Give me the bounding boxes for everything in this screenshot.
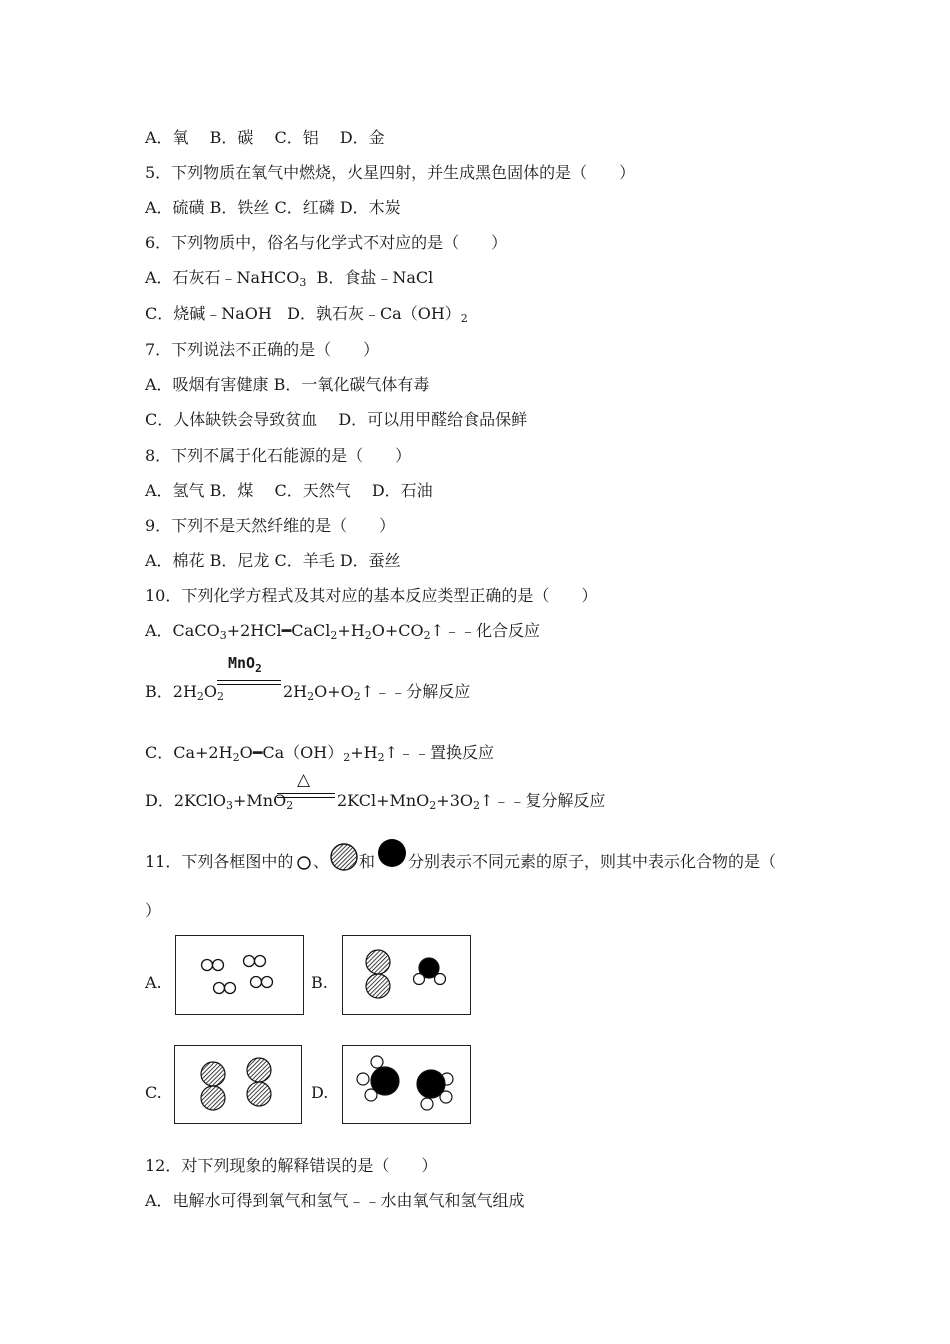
q10-optA: A．$CaCO_3+2HCl━CaCl_2+H_2O+CO_2↑﹣﹣$化合反应 [145,621,541,642]
q11-box-d [342,1045,471,1124]
diagram-a-molecules [176,936,303,1014]
q6-optB: B．食盐﹣NaCl [306,268,434,287]
q11-label-d: D. [311,1083,329,1102]
q7-options-cd: C．人体缺铁会导致贫血 D．可以用甲醛给食品保鲜 [145,410,528,429]
q11-box-a [175,935,304,1015]
q4-options: A．氧 B．碳 C．铝 D．金 [145,128,385,147]
q10-stem: 10．下列化学方程式及其对应的基本反应类型正确的是（ ） [145,586,598,605]
q8-options: A．氢气 B．煤 C．天然气 D．石油 [145,481,433,500]
q6-optA: A．石灰石﹣NaHCO [145,268,300,287]
q6-options-cd: C．烧碱﹣NaOH D．孰石灰$﹣Ca(OH)_2$ [145,304,468,325]
diagram-d-molecules [343,1046,470,1123]
q6-options-ab: A．石灰石﹣NaHCO$_3$ B．食盐﹣NaCl [145,268,434,289]
q10-optD-right: $2KCl+MnO_2+3O_2↑﹣﹣$复分解反应 [337,791,606,812]
q11-label-b: B. [311,973,328,992]
q12-optA: A．电解水可得到氧气和氢气﹣﹣水由氧气和氢气组成 [145,1191,525,1210]
q10-optC: C．$Ca+2H_2O━Ca(OH)_2+H_2↑﹣﹣$置换反应 [145,743,494,764]
diagram-c-molecules [175,1046,301,1123]
q7-stem: 7．下列说法不正确的是（ ） [145,340,380,359]
q11-stem-sep1: 、 [313,852,330,871]
white-atom-icon [296,854,314,872]
q11-box-b [342,935,471,1015]
q10-optD-left: D．2KClO$_3$+MnO$_2$ [145,791,294,812]
q12-stem: 12．对下列现象的解释错误的是（ ） [145,1156,438,1175]
q10-optB-catalyst: MnO$_2$ [228,654,262,675]
q11-label-a: A. [145,973,162,992]
q7-options-ab: A．吸烟有害健康 B．一氧化碳气体有毒 [145,375,430,394]
q10-optD-heat: △ [297,770,311,790]
q10-optB-right: $2H_2O+O_2↑﹣﹣$分解反应 [283,682,471,703]
q11-box-c [174,1045,302,1124]
q5-stem: 5．下列物质在氧气中燃烧，火星四射，并生成黑色固体的是（ ） [145,163,636,182]
q10-optD-equals [277,793,335,798]
black-atom-icon [376,837,408,869]
q6-stem: 6．下列物质中，俗名与化学式不对应的是（ ） [145,233,508,252]
q10-optB-equals [217,680,281,685]
diagram-b-molecules [343,936,470,1014]
q11-stem-sep2: 和 [359,852,376,871]
hatched-atom-icon [328,842,360,872]
q9-stem: 9．下列不是天然纤维的是（ ） [145,516,396,535]
q11-stem-close: ） [145,901,162,920]
q9-options: A．棉花 B．尼龙 C．羊毛 D．蚕丝 [145,551,401,570]
q11-label-c: C. [145,1083,162,1102]
q5-options: A．硫磺 B．铁丝 C．红磷 D．木炭 [145,198,401,217]
q11-stem-part2: 分别表示不同元素的原子，则其中表示化合物的是（ [408,852,777,871]
q11-stem-part1: 11．下列各框图中的 [145,852,294,871]
q10-optB-left: B．$2H_2O_2$ [145,682,225,703]
q8-stem: 8．下列不属于化石能源的是（ ） [145,446,412,465]
